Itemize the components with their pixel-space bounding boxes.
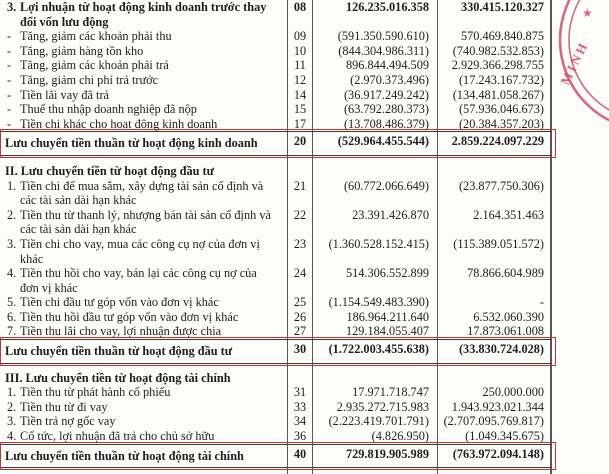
row-value-prior-period: (763.972.094.148) bbox=[437, 445, 552, 468]
row-code bbox=[287, 371, 312, 386]
row-label bbox=[0, 364, 287, 371]
row-prefix: 7. bbox=[7, 324, 17, 339]
row-label-text: Tăng, giảm chi phí trả trước bbox=[20, 72, 159, 87]
row-code: 33 bbox=[287, 400, 312, 415]
row-label-text: Tiền thu hồi đầu tư góp vốn vào đơn vị khác bbox=[20, 309, 239, 324]
row-value-prior-period bbox=[437, 468, 552, 474]
row-value-prior-period: (20.384.357.203) bbox=[437, 117, 552, 132]
row-code: 31 bbox=[287, 385, 312, 400]
row-value-prior-period: 78.866.604.989 bbox=[437, 266, 552, 295]
row-prefix: 6. bbox=[7, 309, 17, 324]
company-seal-stamp bbox=[549, 0, 609, 150]
row-code: 15 bbox=[287, 102, 312, 117]
row-prefix: - bbox=[7, 102, 12, 117]
seal-text: MINH bbox=[557, 38, 592, 88]
table-row bbox=[0, 58, 552, 73]
row-prefix: 1. bbox=[7, 385, 17, 400]
spacer-row bbox=[0, 156, 552, 164]
row-label bbox=[0, 468, 287, 474]
row-label bbox=[0, 400, 287, 415]
table-row bbox=[0, 429, 552, 444]
row-prefix: 4. bbox=[7, 266, 17, 281]
row-value-current-period: 23.391.426.870 bbox=[312, 208, 437, 237]
row-value-prior-period: 17.873.061.008 bbox=[437, 324, 552, 339]
row-value-prior-period: (57.936.046.673) bbox=[437, 102, 552, 117]
row-label-text: Lưu chuyển tiền thuần từ hoạt động kinh doanh bbox=[5, 136, 258, 151]
row-label bbox=[0, 117, 287, 132]
row-code: 10 bbox=[287, 44, 312, 59]
row-value-current-period bbox=[312, 156, 437, 164]
row-label bbox=[0, 429, 287, 444]
row-value-current-period: (844.304.986.311) bbox=[312, 44, 437, 59]
row-value-current-period bbox=[312, 164, 437, 179]
row-value-prior-period: 2.859.224.097.229 bbox=[437, 132, 552, 155]
row-value-prior-period: (2.707.095.769.817) bbox=[437, 414, 552, 429]
row-label bbox=[0, 73, 287, 88]
row-value-current-period: (591.350.590.610) bbox=[312, 29, 437, 44]
row-label bbox=[0, 310, 287, 325]
row-value-current-period: (1.722.003.455.638) bbox=[312, 340, 437, 363]
row-label bbox=[0, 385, 287, 400]
row-value-current-period: 514.306.552.899 bbox=[312, 266, 437, 295]
row-value-prior-period bbox=[437, 164, 552, 179]
row-label bbox=[0, 445, 287, 468]
row-label bbox=[0, 266, 287, 295]
row-prefix: 2. bbox=[7, 207, 17, 222]
total-row bbox=[0, 339, 552, 364]
row-value-prior-period: (23.877.750.306) bbox=[437, 179, 552, 208]
row-value-prior-period: 330.415.120.327 bbox=[437, 0, 552, 29]
row-code: 08 bbox=[287, 0, 312, 29]
row-prefix: 3. bbox=[7, 0, 17, 14]
row-label bbox=[0, 371, 287, 386]
row-code bbox=[287, 468, 312, 474]
row-value-prior-period: 6.532.060.390 bbox=[437, 310, 552, 325]
row-value-current-period: (63.792.280.373) bbox=[312, 102, 437, 117]
row-label bbox=[0, 414, 287, 429]
row-value-prior-period: (115.389.051.572) bbox=[437, 237, 552, 266]
section-header-row bbox=[0, 371, 552, 386]
row-value-current-period: 17.971.718.747 bbox=[312, 385, 437, 400]
row-code: 23 bbox=[287, 237, 312, 266]
row-code: 30 bbox=[287, 340, 312, 363]
row-value-prior-period: 1.943.923.021.344 bbox=[437, 400, 552, 415]
row-value-prior-period bbox=[437, 364, 552, 371]
row-value-current-period: 186.964.211.640 bbox=[312, 310, 437, 325]
table-row bbox=[0, 324, 552, 339]
row-code bbox=[287, 164, 312, 179]
row-value-prior-period: (17.243.167.732) bbox=[437, 73, 552, 88]
row-label bbox=[0, 102, 287, 117]
table-row bbox=[0, 102, 552, 117]
row-label bbox=[0, 237, 287, 266]
row-code: 24 bbox=[287, 266, 312, 295]
seal-star-icon: ★ bbox=[582, 6, 593, 20]
row-value-current-period: (13.708.486.379) bbox=[312, 117, 437, 132]
row-prefix: - bbox=[7, 116, 12, 131]
row-label-text: Lưu chuyển tiền thuần từ hoạt động đầu tư bbox=[5, 344, 233, 359]
row-prefix: 2. bbox=[7, 399, 17, 414]
row-label-text: Thuế thu nhập doanh nghiệp đã nộp bbox=[20, 102, 197, 117]
row-label-text: Tiền thu từ phát hành cổ phiếu bbox=[20, 385, 171, 400]
row-label-text: II. Lưu chuyển tiền từ hoạt động đầu tư bbox=[5, 163, 215, 178]
row-prefix: - bbox=[7, 43, 12, 58]
row-label-text: Tiền chi cho vay, mua các công cụ nợ của đơn vị khác bbox=[20, 236, 260, 266]
row-code: 25 bbox=[287, 295, 312, 310]
row-value-prior-period bbox=[437, 156, 552, 164]
row-code: 17 bbox=[287, 117, 312, 132]
row-code: 14 bbox=[287, 88, 312, 103]
row-value-prior-period: 2.929.366.298.755 bbox=[437, 58, 552, 73]
row-code: 27 bbox=[287, 324, 312, 339]
row-label bbox=[0, 295, 287, 310]
total-row bbox=[0, 444, 552, 469]
row-label bbox=[0, 179, 287, 208]
row-value-current-period: 729.819.905.989 bbox=[312, 445, 437, 468]
row-label bbox=[0, 0, 287, 29]
row-label-text: III. Lưu chuyển tiền từ hoạt động tài chính bbox=[5, 370, 231, 385]
row-value-current-period: (1.360.528.152.415) bbox=[312, 237, 437, 266]
row-code: 40 bbox=[287, 445, 312, 468]
row-label bbox=[0, 44, 287, 59]
table-row bbox=[0, 414, 552, 429]
row-label-text: Tăng, giảm các khoản phải thu bbox=[20, 29, 172, 44]
row-label bbox=[0, 156, 287, 164]
row-prefix: 5. bbox=[7, 295, 17, 310]
row-code bbox=[287, 364, 312, 371]
row-prefix: - bbox=[7, 29, 12, 44]
row-value-current-period: (2.970.373.496) bbox=[312, 73, 437, 88]
row-label-text: Cổ tức, lợi nhuận đã trả cho chủ sở hữu bbox=[20, 429, 215, 444]
row-label bbox=[0, 324, 287, 339]
row-label-text: Tiền chi khác cho hoạt động kinh doanh bbox=[20, 116, 218, 131]
table-row bbox=[0, 117, 552, 132]
row-value-prior-period: - bbox=[437, 295, 552, 310]
row-label-text: Tiền chi đầu tư góp vốn vào đơn vị khác bbox=[20, 295, 219, 310]
table-row bbox=[0, 385, 552, 400]
total-row bbox=[0, 131, 552, 156]
row-prefix: - bbox=[7, 58, 12, 73]
table-row bbox=[0, 179, 552, 208]
row-value-current-period: (1.154.549.483.390) bbox=[312, 295, 437, 310]
row-value-current-period: (36.917.249.242) bbox=[312, 88, 437, 103]
row-label bbox=[0, 340, 287, 363]
row-value-current-period: (60.772.066.649) bbox=[312, 179, 437, 208]
row-value-current-period: 129.184.055.407 bbox=[312, 324, 437, 339]
row-value-prior-period: 570.469.840.875 bbox=[437, 29, 552, 44]
table-row bbox=[0, 237, 552, 266]
row-label-text: Tiền chi để mua sắm, xây dựng tài sản cố định và các tài sản dài hạn khác bbox=[20, 178, 264, 208]
table-row bbox=[0, 400, 552, 415]
row-value-current-period: 2.935.272.715.983 bbox=[312, 400, 437, 415]
row-code: 22 bbox=[287, 208, 312, 237]
row-value-current-period: (529.964.455.544) bbox=[312, 132, 437, 155]
row-code: 36 bbox=[287, 429, 312, 444]
row-value-current-period bbox=[312, 468, 437, 474]
table-row bbox=[0, 29, 552, 44]
row-prefix: - bbox=[7, 72, 12, 87]
row-label bbox=[0, 164, 287, 179]
row-code: 34 bbox=[287, 414, 312, 429]
row-value-prior-period: (1.049.345.675) bbox=[437, 429, 552, 444]
row-prefix: 3. bbox=[7, 236, 17, 251]
table-row bbox=[0, 208, 552, 237]
table-row bbox=[0, 295, 552, 310]
row-label-text: Tiền thu từ đi vay bbox=[20, 399, 108, 414]
row-value-prior-period: (33.830.724.028) bbox=[437, 340, 552, 363]
row-code: 21 bbox=[287, 179, 312, 208]
row-code: 20 bbox=[287, 132, 312, 155]
row-label bbox=[0, 58, 287, 73]
row-code bbox=[287, 156, 312, 164]
row-value-prior-period: 2.164.351.463 bbox=[437, 208, 552, 237]
table-row bbox=[0, 310, 552, 325]
row-prefix: - bbox=[7, 87, 12, 102]
row-label bbox=[0, 208, 287, 237]
row-prefix: 4. bbox=[7, 429, 17, 444]
table-row bbox=[0, 266, 552, 295]
row-value-current-period: 896.844.494.509 bbox=[312, 58, 437, 73]
row-label-text: Tiền thu hồi cho vay, bán lại các công cụ nợ của đơn vị khác bbox=[20, 266, 257, 295]
row-label-text: Tăng, giảm hàng tồn kho bbox=[20, 43, 144, 58]
row-value-current-period: 126.235.016.358 bbox=[312, 0, 437, 29]
row-value-prior-period: 250.000.000 bbox=[437, 385, 552, 400]
row-label-text: Tiền thu lãi cho vay, lợi nhuận được chia bbox=[20, 324, 222, 339]
row-value-current-period: (2.223.419.701.791) bbox=[312, 414, 437, 429]
row-value-current-period: (4.826.950) bbox=[312, 429, 437, 444]
row-code: 09 bbox=[287, 29, 312, 44]
row-label-text: Tăng, giảm các khoản phải trả bbox=[20, 58, 169, 73]
row-label-text: Lợi nhuận từ hoạt động kinh doanh trước thay đổi vốn lưu động bbox=[20, 0, 267, 29]
row-label-text: Tiền thu từ thanh lý, nhượng bán tài sản cố định và các tài sản dài hạn khác bbox=[20, 207, 271, 237]
row-label-text: Lưu chuyển tiền thuần từ hoạt động tài chính bbox=[5, 448, 244, 463]
row-value-current-period bbox=[312, 364, 437, 371]
row-prefix: 1. bbox=[7, 178, 17, 193]
spacer-row bbox=[0, 364, 552, 371]
row-label-text: Tiền lãi vay đã trả bbox=[20, 87, 110, 102]
row-code: 26 bbox=[287, 310, 312, 325]
row-value-prior-period bbox=[437, 371, 552, 386]
row-value-prior-period: (134.481.058.267) bbox=[437, 88, 552, 103]
row-label bbox=[0, 29, 287, 44]
row-value-prior-period: (740.982.532.853) bbox=[437, 44, 552, 59]
table-row bbox=[0, 0, 552, 29]
spacer-row bbox=[0, 468, 552, 474]
row-code: 11 bbox=[287, 58, 312, 73]
row-label bbox=[0, 132, 287, 155]
row-label-text: Tiền trả nợ gốc vay bbox=[20, 414, 116, 429]
row-value-current-period bbox=[312, 371, 437, 386]
section-header-row bbox=[0, 164, 552, 179]
table-row bbox=[0, 44, 552, 59]
table-row bbox=[0, 88, 552, 103]
table-row bbox=[0, 73, 552, 88]
row-prefix: 3. bbox=[7, 414, 17, 429]
row-label bbox=[0, 88, 287, 103]
row-code: 12 bbox=[287, 73, 312, 88]
